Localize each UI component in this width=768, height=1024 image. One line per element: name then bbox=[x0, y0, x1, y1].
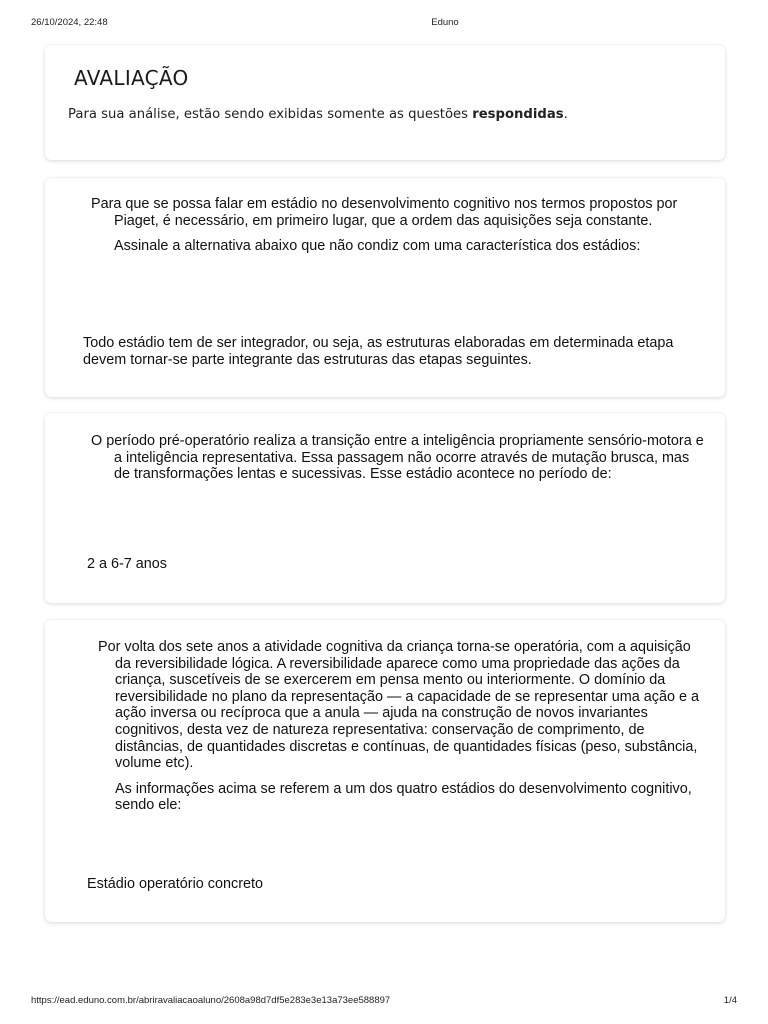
evaluation-header-card bbox=[45, 45, 725, 160]
print-page-number: 1/4 bbox=[723, 995, 737, 1006]
question-2-statement: O período pré-operatório realiza a transição entre a inteligência propriamente sensório-motora e a inteligência representativa. Essa passagem não ocorre através de mutação brusca, mas de transformações lentas e sucessivas. Esse estádio acontece no período de: bbox=[91, 433, 704, 483]
question-1-prompt: Assinale a alternativa abaixo que não condiz com uma característica dos estádios: bbox=[114, 238, 641, 255]
question-1-answer-text: Todo estádio tem de ser integrador, ou seja, as estruturas elaboradas em determinada etapa devem tornar-se parte integrante das estruturas das etapas seguintes. bbox=[83, 335, 674, 368]
question-3-text bbox=[98, 639, 706, 814]
question-card-1 bbox=[45, 178, 725, 397]
question-card-3 bbox=[45, 620, 725, 922]
subtitle-suffix: . bbox=[563, 107, 568, 122]
question-1-text bbox=[91, 196, 706, 255]
page-title: AVALIAÇÃO bbox=[74, 66, 189, 90]
question-3-prompt: As informações acima se referem a um dos quatro estádios do desenvolvimento cognitivo, sendo ele: bbox=[115, 780, 692, 814]
print-page-title: Eduno bbox=[431, 17, 459, 28]
subtitle-text: Para sua análise, estão sendo exibidas somente as questões bbox=[68, 107, 473, 122]
question-3-statement: Por volta dos sete anos a atividade cognitiva da criança torna-se operatória, com a aquisição da reversibilidade lógica. A reversibilidade aparece como uma propriedade das ações da criança, suscetíveis de se exercerem em pensa mento ou interiormente. O domínio da reversibilidade no plano da representação — a capacidade de se representar uma ação e a ação inversa ou recíproca que a anula — ajuda na construção de novos invariantes cognitivos, desta vez de natureza representativa: conservação de comprimento, de distâncias, de quantidades discretas e contínuas, de quantidades físicas (peso, substância, volume etc). bbox=[98, 639, 699, 772]
question-2-answer: 2 a 6-7 anos bbox=[87, 556, 168, 572]
print-datetime: 26/10/2024, 22:48 bbox=[31, 17, 108, 28]
page-subtitle bbox=[68, 107, 568, 122]
print-header bbox=[0, 17, 768, 31]
question-3-answer: Estádio operatório concreto bbox=[87, 876, 263, 892]
question-1-statement: Para que se possa falar em estádio no desenvolvimento cognitivo nos termos propostos por Piaget, é necessário, em primeiro lugar, que a ordem das aquisições seja constante. bbox=[91, 196, 678, 229]
question-1-answer bbox=[83, 335, 703, 368]
subtitle-emphasis: respondidas bbox=[472, 107, 564, 122]
question-card-2 bbox=[45, 413, 725, 603]
print-footer bbox=[0, 995, 768, 1009]
print-url: https://ead.eduno.com.br/abriravaliacaoaluno/2608a98d7df5e283e3e13a73ee588897 bbox=[31, 995, 391, 1006]
question-2-text bbox=[91, 433, 706, 483]
